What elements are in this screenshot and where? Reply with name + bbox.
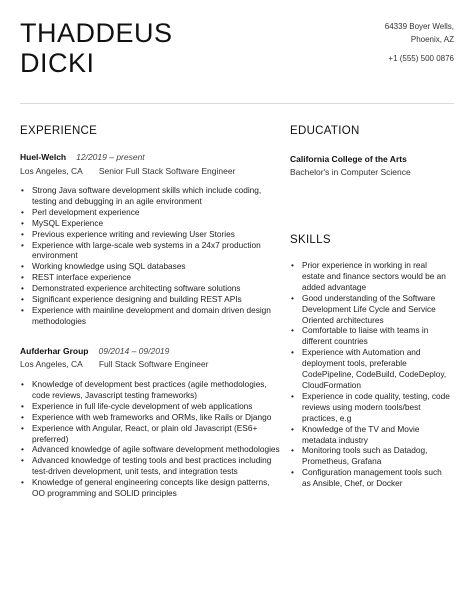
job-company: Aufderhar Group: [20, 346, 89, 356]
list-item: • MySQL Experience: [20, 218, 282, 229]
name-line-last: DICKI: [20, 48, 95, 78]
list-item: • Significant experience designing and building REST APIs: [20, 294, 282, 305]
job-dates: 12/2019 – present: [76, 152, 145, 162]
list-item: • Strong Java software development skills which include coding, testing and debugging in an agile environment: [20, 185, 282, 207]
skills-heading: SKILLS: [290, 234, 331, 246]
address-street: 64339 Boyer Wells,: [384, 22, 454, 31]
list-item: • Demonstrated experience architecting software solutions: [20, 283, 282, 294]
job-title: Full Stack Software Engineer: [98, 359, 209, 369]
education-school: California College of the Arts: [290, 154, 407, 164]
candidate-name: [20, 18, 173, 78]
experience-heading: EXPERIENCE: [20, 125, 98, 137]
list-item: • REST interface experience: [20, 272, 282, 283]
skills-list: [290, 260, 450, 489]
job-subheader: [20, 359, 208, 369]
list-item: • Comfortable to liaise with teams in different countries: [290, 325, 450, 347]
list-item: • Perl development experience: [20, 207, 282, 218]
contact-block: [385, 20, 454, 65]
list-item: • Previous experience writing and reviewing User Stories: [20, 229, 282, 240]
education-heading: EDUCATION: [290, 125, 360, 137]
list-item: • Advanced knowledge of testing tools and best practices including test-driven development, unit tests, and integration tests: [20, 455, 282, 477]
job-company: Huel-Welch: [20, 152, 67, 162]
education-degree: Bachelor's in Computer Science: [290, 167, 411, 177]
list-item: • Prior experience in working in real estate and finance sectors would be an added advantage: [290, 260, 450, 293]
phone-number: +1 (555) 500 0876: [388, 54, 454, 63]
list-item: • Experience in full life-cycle development of web applications: [20, 401, 282, 412]
job-title: Senior Full Stack Software Engineer: [98, 166, 236, 176]
list-item: • Monitoring tools such as Datadog, Prometheus, Grafana: [290, 445, 450, 467]
list-item: • Experience with Automation and deployment tools, preferable CodePipeline, CodeBuild, CodeDeploy, CloudFormation: [290, 347, 450, 391]
address-city: Phoenix, AZ: [410, 35, 454, 44]
list-item: • Knowledge of general engineering concepts like design patterns, OO programming and SOLID principles: [20, 477, 282, 499]
header-divider: [20, 103, 454, 104]
list-item: • Configuration management tools such as Ansible, Chef, or Docker: [290, 467, 450, 489]
name-line-first: THADDEUS: [20, 18, 173, 48]
list-item: • Working knowledge using SQL databases: [20, 261, 282, 272]
list-item: • Good understanding of the Software Development Life Cycle and Service Oriented architectures: [290, 293, 450, 326]
list-item: • Knowledge of the TV and Movie metadata industry: [290, 424, 450, 446]
list-item: • Experience in code quality, testing, code reviews using modern tools/best practices, e.g: [290, 391, 450, 424]
list-item: • Experience with Angular, React, or plain old Javascript (ES6+ preferred): [20, 423, 282, 445]
job-location: Los Angeles, CA: [20, 359, 83, 369]
list-item: • Knowledge of development best practices (agile methodologies, code reviews, Javascript testing frameworks): [20, 379, 282, 401]
list-item: • Advanced knowledge of agile software development methodologies: [20, 444, 282, 455]
list-item: • Experience with large-scale web systems in a 24x7 production environment: [20, 240, 282, 262]
job-location: Los Angeles, CA: [20, 166, 83, 176]
job-dates: 09/2014 – 09/2019: [98, 346, 170, 356]
job-bullets: [20, 185, 282, 327]
list-item: • Experience with mainline development and domain driven design methodologies: [20, 305, 282, 327]
job-header: [20, 346, 169, 356]
job-subheader: [20, 166, 235, 176]
job-header: [20, 152, 145, 162]
list-item: • Experience with web frameworks and ORMs, like Rails or Django: [20, 412, 282, 423]
job-bullets: [20, 379, 282, 499]
